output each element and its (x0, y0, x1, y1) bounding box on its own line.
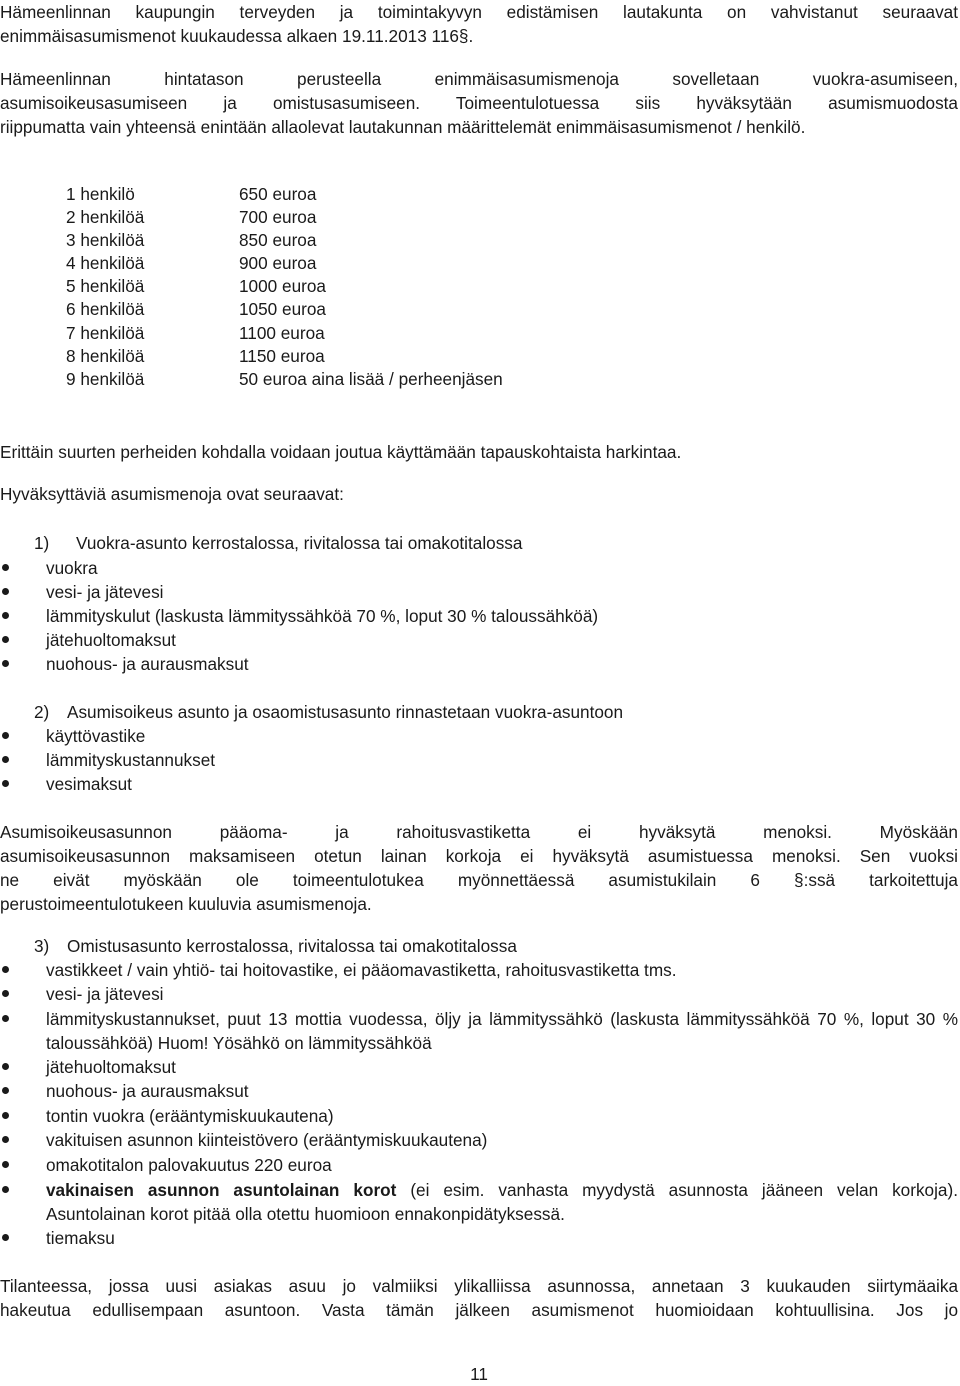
list-item-text: vesi- ja jätevesi (46, 582, 164, 602)
paragraph-line: asumisoikeusasunnon maksamiseen otetun lainan korkoja ei hyväksytä asumistuessa menoksi. Sen vuoksi (0, 846, 958, 866)
intro-line: enimmäisasumismenot kuukaudessa alkaen 19.11.2013 116§. (0, 26, 474, 46)
bullet-icon (0, 1079, 10, 1103)
bullet-icon (0, 958, 10, 982)
list-item-text: vesi- ja jätevesi (46, 984, 164, 1004)
list-item-text: käyttövastike (46, 726, 146, 746)
section-2-paragraph (0, 820, 958, 916)
large-families-note (0, 440, 958, 464)
paragraph-line: Asumisoikeusasunnon pääoma- ja rahoitusvastiketta ei hyväksytä menoksi. Myöskään (0, 822, 958, 842)
list-item-text: jätehuoltomaksut (46, 630, 176, 650)
amount-cell: 900 euroa (239, 253, 317, 274)
table-row (66, 252, 666, 275)
list-item-text: omakotitalon palovakuutus 220 euroa (46, 1155, 332, 1175)
persons-cell: 5 henkilöä (66, 276, 145, 297)
housing-cost-limits-table (66, 183, 666, 391)
amount-cell: 700 euroa (239, 207, 317, 228)
list-item-text: vuokra (46, 558, 98, 578)
page-number: 11 (470, 1364, 488, 1384)
bullet-icon (0, 580, 10, 604)
table-row (66, 229, 666, 252)
bullet-icon (0, 1055, 10, 1079)
intro-line: Hämeenlinnan hintatason perusteella enimmäisasumismenoja sovelletaan vuokra-asumiseen, (0, 69, 958, 89)
table-row (66, 275, 666, 298)
paragraph-line: Tilanteessa, jossa uusi asiakas asuu jo valmiiksi ylikalliissa asunnossa, annetaan 3 kuukauden siirtymäaika (0, 1276, 958, 1296)
list-item-text: nuohous- ja aurausmaksut (46, 1081, 249, 1101)
bullet-icon (0, 1128, 10, 1152)
section-number: 3) (34, 936, 50, 956)
persons-cell: 4 henkilöä (66, 253, 145, 274)
bullet-icon (0, 604, 10, 628)
amount-cell: 1050 euroa (239, 299, 326, 320)
intro-line: riippumatta vain yhteensä enintään allaolevat lautakunnan määrittelemät enimmäisasumismenot / henkilö. (0, 117, 806, 137)
persons-cell: 9 henkilöä (66, 368, 145, 389)
persons-cell: 3 henkilöä (66, 230, 145, 251)
bullet-icon (0, 652, 10, 676)
intro-line: asumisoikeusasumiseen ja omistusasumiseen. Toimeentulotuessa siis hyväksytään asumismuodosta (0, 93, 958, 113)
persons-cell: 2 henkilöä (66, 207, 145, 228)
large-families-text: Erittäin suurten perheiden kohdalla voidaan joutua käyttämään tapauskohtaista harkintaa. (0, 442, 682, 462)
table-row (66, 183, 666, 206)
table-row (66, 298, 666, 321)
bullet-icon (0, 1178, 10, 1202)
intro-paragraph-2 (0, 67, 958, 139)
closing-paragraph (0, 1274, 958, 1322)
list-item-text: vastikkeet / vain yhtiö- tai hoitovastike, ei pääomavastiketta, rahoitusvastiketta tms. (46, 960, 677, 980)
paragraph-line: hakeutua edullisempaan asuntoon. Vasta tämän jälkeen asumismenot huomioidaan kohtuullisina. Jos jo (0, 1300, 958, 1320)
list-item-text (46, 1178, 958, 1226)
intro-line: Hämeenlinnan kaupungin terveyden ja toimintakyvyn edistämisen lautakunta on vahvistanut seuraavat (0, 2, 958, 22)
amount-cell: 50 euroa aina lisää / perheenjäsen (239, 368, 503, 389)
bullet-icon (0, 1153, 10, 1177)
accepted-costs-heading (0, 482, 958, 506)
section-number: 1) (34, 533, 50, 553)
loan-interest-bold: vakinaisen asunnon asuntolainan korot (46, 1180, 397, 1200)
amount-cell: 1150 euroa (239, 345, 325, 366)
bullet-icon (0, 982, 10, 1006)
list-item-text: nuohous- ja aurausmaksut (46, 654, 249, 674)
bullet-icon (0, 772, 10, 796)
table-row (66, 368, 666, 391)
table-row (66, 206, 666, 229)
persons-cell: 1 henkilö (66, 184, 135, 204)
paragraph-line: perustoimeentulotukeen kuuluvia asumismenoja. (0, 894, 372, 914)
section-title: Omistusasunto kerrostalossa, rivitalossa tai omakotitalossa (67, 936, 517, 956)
section-number: 2) (34, 702, 50, 722)
bullet-icon (0, 1104, 10, 1128)
bullet-icon (0, 724, 10, 748)
intro-paragraph-1 (0, 0, 958, 48)
list-item-text: lämmityskustannukset, puut 13 mottia vuodessa, öljy ja lämmityssähkö (laskusta lämmityssähköä 70 %, loput 30 % taloussähköä) Huom! Yösähkö on lämmityssähköä (46, 1009, 958, 1053)
list-item-text: lämmityskulut (laskusta lämmityssähköä 70 %, loput 30 % taloussähköä) (46, 606, 599, 626)
list-item-text: tiemaksu (46, 1228, 115, 1248)
table-row (66, 322, 666, 345)
amount-cell: 1100 euroa (239, 322, 325, 343)
amount-cell: 650 euroa (239, 184, 317, 204)
paragraph-line: ne eivät myöskään ole toimeentulotukea myönnettäessä asumistukilain 6 §:ssä tarkoitettuja (0, 870, 958, 890)
section-title: Asumisoikeus asunto ja osaomistusasunto rinnastetaan vuokra-asuntoon (67, 702, 624, 722)
amount-cell: 850 euroa (239, 230, 317, 251)
list-item-text: vakituisen asunnon kiinteistövero (erääntymiskuukautena) (46, 1130, 488, 1150)
persons-cell: 7 henkilöä (66, 322, 145, 343)
list-item-text: vesimaksut (46, 774, 132, 794)
bullet-icon (0, 628, 10, 652)
amount-cell: 1000 euroa (239, 276, 326, 297)
list-item-text: tontin vuokra (erääntymiskuukautena) (46, 1106, 334, 1126)
list-item-text: lämmityskustannukset (46, 750, 216, 770)
loan-interest-rest: (ei esim. vanhasta myydystä asunnosta jääneen velan korkoja). Asuntolainan korot pitää olla otettu huomioon ennakonpidätyksessä. (46, 1180, 958, 1224)
persons-cell: 6 henkilöä (66, 299, 145, 320)
bullet-icon (0, 556, 10, 580)
bullet-icon (0, 1226, 10, 1250)
table-row (66, 345, 666, 368)
list-item-text: jätehuoltomaksut (46, 1057, 176, 1077)
bullet-icon (0, 1007, 10, 1031)
accepted-costs-heading-text: Hyväksyttäviä asumismenoja ovat seuraavat: (0, 484, 344, 504)
persons-cell: 8 henkilöä (66, 345, 145, 366)
section-title: Vuokra-asunto kerrostalossa, rivitalossa tai omakotitalossa (76, 533, 523, 553)
bullet-icon (0, 748, 10, 772)
